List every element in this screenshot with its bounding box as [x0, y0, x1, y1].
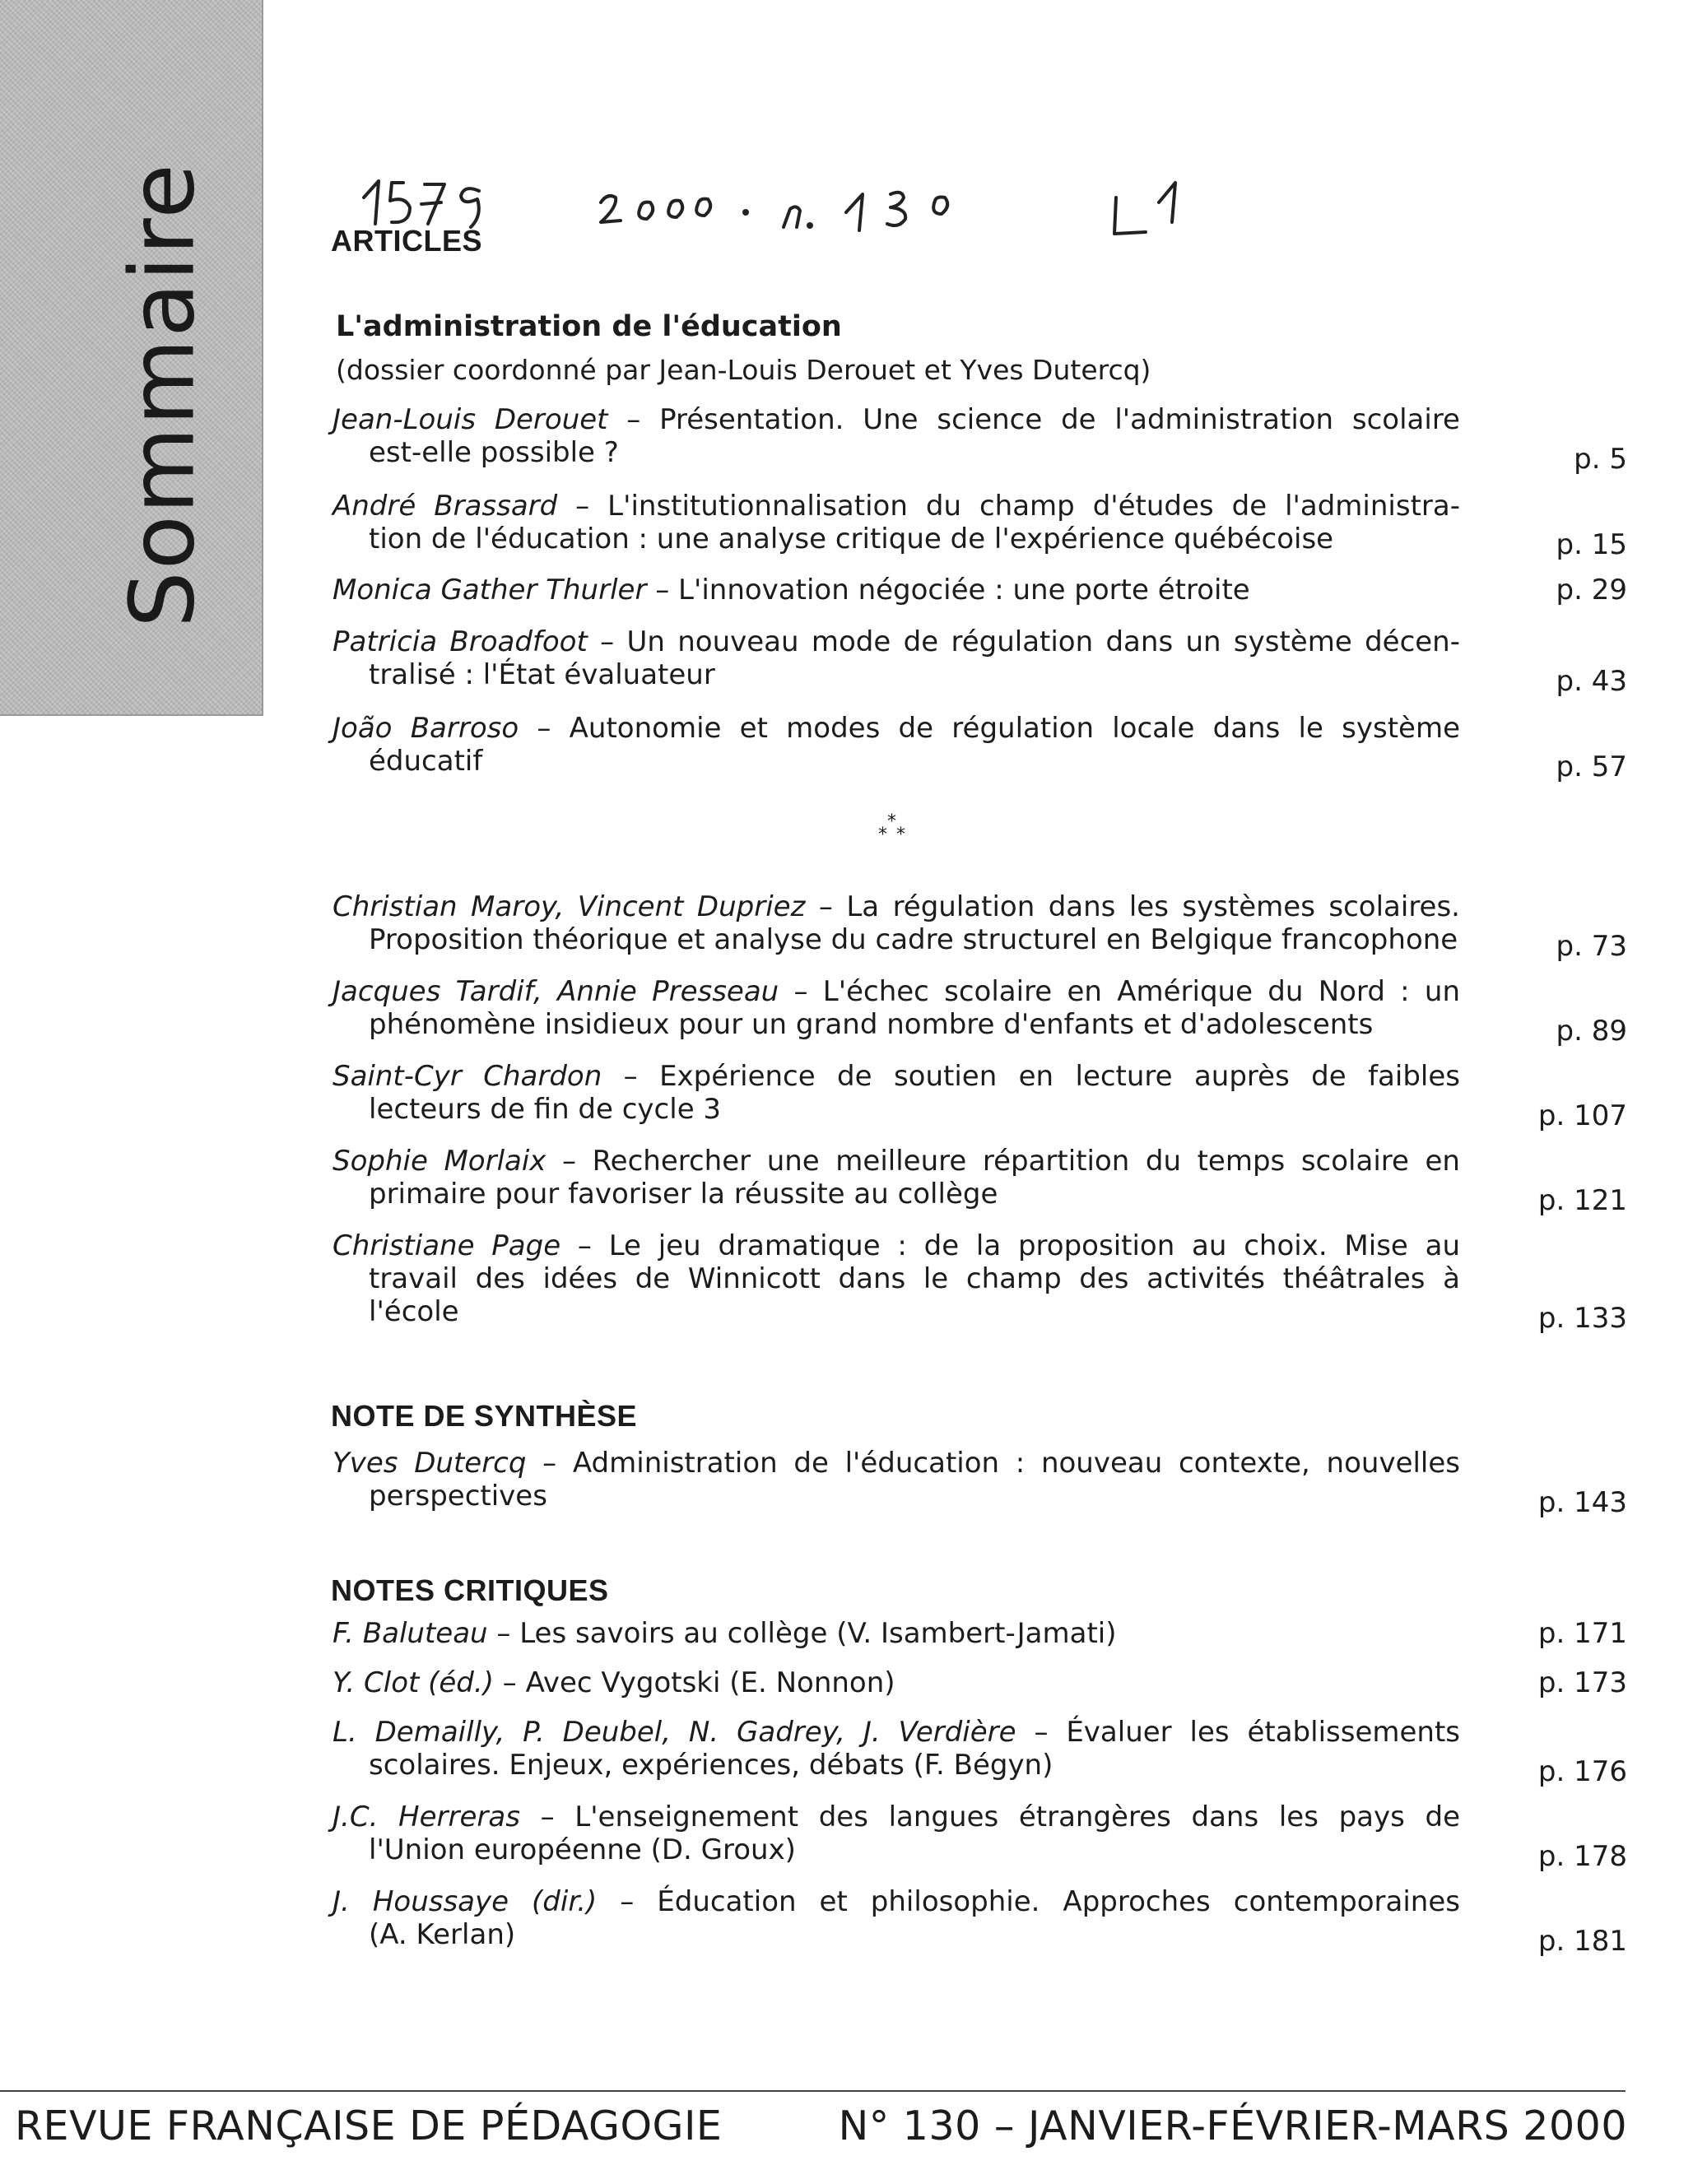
toc-title-line2: phénomène insidieux pour un grand nombre d'enfants et d'adolescents: [369, 1008, 1374, 1041]
sommaire-sidebar: [0, 0, 263, 716]
toc-author: J. Houssaye (dir.): [333, 1885, 598, 1918]
toc-author: F. Baluteau: [333, 1617, 488, 1650]
toc-title-line2: l'Union européenne (D. Groux): [369, 1833, 796, 1866]
toc-title-line1: Un nouveau mode de régulation dans un système décen-: [626, 625, 1460, 658]
toc-entry: [333, 975, 1460, 1041]
toc-entry-line: [333, 1447, 1460, 1480]
toc-title-line2: est-elle possible ?: [369, 436, 619, 469]
toc-title-line3: l'école: [369, 1295, 459, 1328]
toc-entry: [333, 625, 1460, 691]
toc-page-number: p. 133: [1537, 1302, 1627, 1335]
toc-separator: –: [805, 890, 847, 923]
toc-page-number: p. 178: [1537, 1840, 1627, 1873]
toc-page-number: p. 57: [1556, 750, 1627, 783]
toc-separator: –: [597, 1885, 658, 1918]
toc-page-number: p. 181: [1537, 1925, 1627, 1958]
toc-entry-line: [333, 490, 1460, 523]
toc-separator: –: [526, 1447, 573, 1480]
toc-entry: [333, 1447, 1460, 1513]
toc-title-line2: Proposition théorique et analyse du cadre structurel en Belgique francophone: [369, 923, 1458, 956]
toc-page-number: p. 29: [1556, 574, 1627, 606]
toc-separator: –: [607, 403, 660, 436]
toc-separator: –: [546, 1145, 593, 1178]
toc-entry: [333, 1229, 1460, 1328]
toc-author: Saint-Cyr Chardon: [333, 1060, 602, 1093]
toc-author: João Barroso: [333, 712, 519, 745]
toc-separator: –: [646, 574, 679, 606]
toc-entry: [333, 1145, 1460, 1210]
toc-page-number: p. 15: [1556, 528, 1627, 561]
toc-separator: –: [557, 490, 608, 523]
toc-separator: –: [487, 1617, 520, 1650]
toc-title-line2: primaire pour favoriser la réussite au collège: [369, 1178, 998, 1210]
toc-page-number: p. 107: [1537, 1099, 1627, 1132]
toc-page-number: p. 176: [1537, 1755, 1627, 1788]
toc-title-line1: Rechercher une meilleure répartition du temps scolaire en: [592, 1145, 1460, 1178]
toc-title-line1: Présentation. Une science de l'administration scolaire: [659, 403, 1460, 436]
toc-entry-line: [333, 1617, 1460, 1650]
toc-separator: –: [779, 975, 823, 1008]
toc-entry-line: [333, 1885, 1460, 1918]
toc-entry: [333, 1666, 1460, 1699]
toc-title-line2: (A. Kerlan): [369, 1918, 516, 1951]
toc-entry: [333, 574, 1460, 606]
toc-entry-line: [333, 1716, 1460, 1749]
section-heading-note-de-synthese: NOTE DE SYNTHÈSE: [331, 1399, 638, 1433]
toc-entry: [333, 1617, 1460, 1650]
toc-page-number: p. 89: [1556, 1015, 1627, 1048]
toc-page-number: p. 171: [1537, 1617, 1627, 1650]
toc-author: André Brassard: [333, 490, 558, 523]
toc-entry-line: [333, 1666, 1460, 1699]
asterisk-left: *: [878, 825, 887, 845]
toc-separator: –: [519, 712, 570, 745]
toc-page-number: p. 5: [1574, 443, 1627, 476]
toc-title-line1: Le jeu dramatique : de la proposition au choix. Mise au: [608, 1229, 1460, 1262]
toc-page-number: p. 121: [1537, 1184, 1627, 1217]
toc-title-line2: tralisé : l'État évaluateur: [369, 658, 715, 691]
toc-author: Monica Gather Thurler: [333, 574, 647, 606]
asterisk-right: *: [896, 825, 905, 845]
toc-title-line2: travail des idées de Winnicott dans le champ des activités théâtrales à: [369, 1262, 1460, 1295]
toc-entry-line: [333, 1229, 1460, 1262]
toc-author: Y. Clot (éd.): [333, 1666, 494, 1699]
asterism-separator: [875, 813, 911, 846]
toc-entry-line: [333, 1060, 1460, 1093]
toc-separator: –: [1016, 1716, 1067, 1749]
toc-title-line1: L'enseignement des langues étrangères dans les pays de: [574, 1801, 1460, 1833]
toc-author: Jacques Tardif, Annie Presseau: [333, 975, 779, 1008]
toc-entry: [333, 712, 1460, 778]
toc-title-line1: Avec Vygotski (E. Nonnon): [525, 1666, 895, 1699]
toc-page-number: p. 43: [1556, 665, 1627, 698]
toc-author: Sophie Morlaix: [333, 1145, 547, 1178]
toc-author: Christiane Page: [333, 1229, 561, 1262]
toc-entry-line: [333, 625, 1460, 658]
toc-page-number: p. 143: [1537, 1486, 1627, 1519]
toc-title-line1: Éducation et philosophie. Approches contemporaines: [657, 1885, 1460, 1918]
toc-author: Patricia Broadfoot: [333, 625, 588, 658]
footer-journal-name: REVUE FRANÇAISE DE PÉDAGOGIE: [15, 2103, 723, 2149]
toc-entry: [333, 1885, 1460, 1951]
toc-author: Christian Maroy, Vincent Dupriez: [333, 890, 806, 923]
toc-author: L. Demailly, P. Deubel, N. Gadrey, J. Verdière: [333, 1716, 1016, 1749]
handwritten-annotation: [356, 165, 1261, 239]
toc-entry-line: [333, 890, 1460, 923]
toc-separator: –: [560, 1229, 609, 1262]
toc-entry: [333, 403, 1460, 469]
sidebar-title: Sommaire: [111, 162, 215, 628]
toc-title-line1: Les savoirs au collège (V. Isambert-Jamati): [519, 1617, 1117, 1650]
toc-separator: –: [602, 1060, 660, 1093]
toc-separator: –: [493, 1666, 526, 1699]
toc-entry-line: [333, 1145, 1460, 1178]
toc-separator: –: [519, 1801, 575, 1833]
toc-entry: [333, 1716, 1460, 1782]
toc-entry: [333, 890, 1460, 956]
toc-page-number: p. 73: [1556, 930, 1627, 963]
toc-entry: [333, 1801, 1460, 1866]
toc-title-line2: éducatif: [369, 745, 483, 778]
toc-separator: –: [587, 625, 627, 658]
toc-entry-line: [333, 712, 1460, 745]
toc-title-line1: Administration de l'éducation : nouveau contexte, nouvelles: [572, 1447, 1461, 1480]
toc-title-line1: L'innovation négociée : une porte étroite: [678, 574, 1250, 606]
asterisk-top: *: [887, 811, 896, 832]
dossier-note: (dossier coordonné par Jean-Louis Derouet et Yves Dutercq): [336, 354, 1151, 386]
footer-issue: N° 130 – JANVIER-FÉVRIER-MARS 2000: [838, 2103, 1627, 2149]
footer-rule: [0, 2090, 1626, 2092]
toc-title-line2: scolaires. Enjeux, expériences, débats (F. Bégyn): [369, 1749, 1053, 1782]
dossier-title: L'administration de l'éducation: [336, 310, 842, 343]
toc-author: Yves Dutercq: [333, 1447, 527, 1480]
toc-entry-line: [333, 403, 1460, 436]
section-heading-articles: ARTICLES: [331, 224, 482, 258]
toc-author: Jean-Louis Derouet: [333, 403, 608, 436]
toc-entry-line: [333, 574, 1460, 606]
toc-title-line2: lecteurs de fin de cycle 3: [369, 1093, 722, 1126]
toc-page-number: p. 173: [1537, 1666, 1627, 1699]
toc-title-line2: tion de l'éducation : une analyse critique de l'expérience québécoise: [369, 523, 1334, 555]
toc-entry: [333, 490, 1460, 555]
toc-title-line1: Expérience de soutien en lecture auprès de faibles: [659, 1060, 1460, 1093]
toc-title-line1: L'échec scolaire en Amérique du Nord : un: [822, 975, 1461, 1008]
section-heading-notes-critiques: NOTES CRITIQUES: [331, 1573, 609, 1607]
toc-title-line1: La régulation dans les systèmes scolaires.: [846, 890, 1460, 923]
toc-entry-line: [333, 1801, 1460, 1833]
toc-entry: [333, 1060, 1460, 1126]
toc-title-line1: Évaluer les établissements: [1066, 1716, 1461, 1749]
toc-author: J.C. Herreras: [333, 1801, 520, 1833]
toc-title-line1: L'institutionnalisation du champ d'études de l'administra-: [607, 490, 1460, 523]
toc-entry-line: [333, 975, 1460, 1008]
toc-title-line2: perspectives: [369, 1480, 547, 1513]
toc-title-line1: Autonomie et modes de régulation locale dans le système: [569, 712, 1460, 745]
